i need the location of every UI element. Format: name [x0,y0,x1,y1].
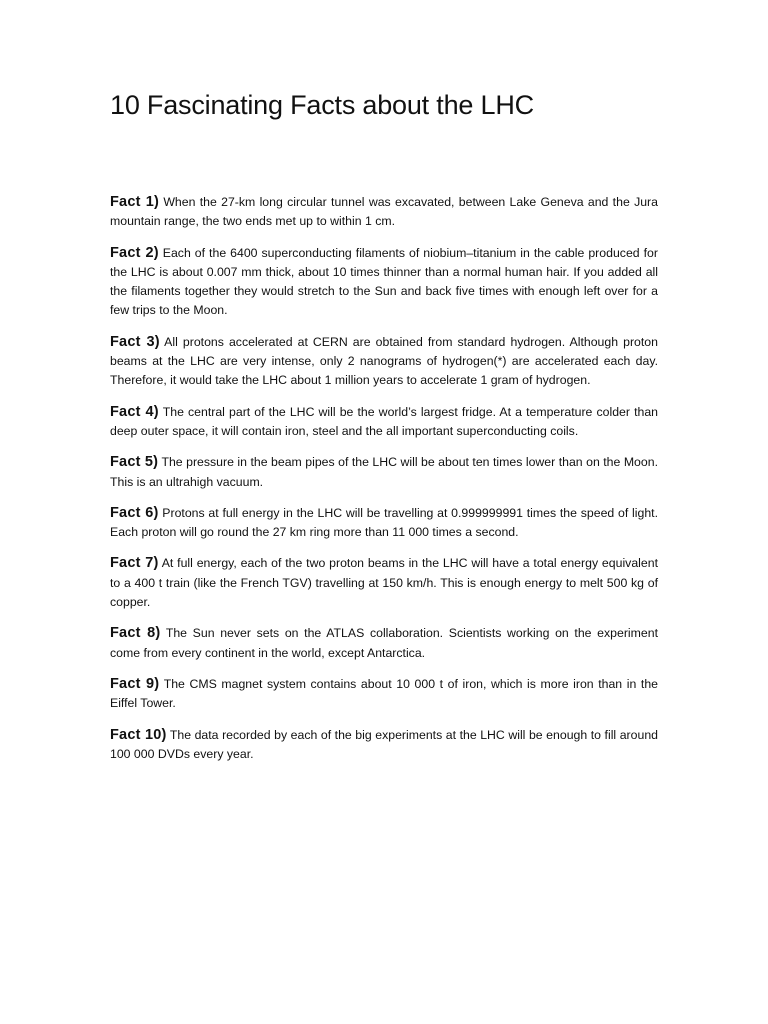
fact-item [110,726,658,765]
fact-label: Fact 2) [110,244,159,261]
fact-label: Fact 4) [110,403,159,420]
fact-label: Fact 7) [110,555,159,572]
fact-text: All protons accelerated at CERN are obtained from standard hydrogen. Although proton beams at the LHC are very intense, only 2 nanograms of hydrogen(*) are accelerated each day. Therefore, it would take the LHC about 1 million years to accelerate 1 gram of hydrogen. [110,334,658,388]
fact-item [110,403,658,442]
fact-text: The central part of the LHC will be the world’s largest fridge. At a temperature colder than deep outer space, it will contain iron, steel and the all important superconducting coils. [110,404,659,438]
fact-item [110,244,658,321]
fact-item [110,193,658,232]
fact-label: Fact 5) [110,454,159,471]
fact-label: Fact 1) [110,194,160,210]
fact-label: Fact 9) [110,675,160,692]
fact-text: At full energy, each of the two proton beams in the LHC will have a total energy equivalent to a 400 t train (like the French TGV) travelling at 150 km/h. This is enough energy to melt 500 kg of copper. [110,556,658,610]
fact-item [110,333,658,391]
fact-text: The CMS magnet system contains about 10 000 t of iron, which is more iron than in the Eiffel Tower. [110,676,658,711]
fact-text: Protons at full energy in the LHC will be travelling at 0.999999991 times the speed of light. Each proton will go round the 27 km ring more than 11 000 times a second. [110,505,659,540]
fact-text: When the 27-km long circular tunnel was excavated, between Lake Geneva and the Jura mountain range, the two ends met up to within 1 cm. [110,195,658,229]
fact-item [110,504,658,543]
fact-text: The pressure in the beam pipes of the LHC will be about ten times lower than on the Moon. This is an ultrahigh vacuum. [110,455,658,489]
fact-item [110,675,658,714]
fact-label: Fact 3) [110,333,160,350]
fact-text: Each of the 6400 superconducting filaments of niobium–titanium in the cable produced for the LHC is about 0.007 mm thick, about 10 times thinner than a normal human hair. If you added all the filaments together they would stretch to the Sun and back five times with enough left over for a few trips to the Moon. [110,245,658,318]
fact-label: Fact 10) [110,726,167,743]
fact-text: The Sun never sets on the ATLAS collaboration. Scientists working on the experiment come from every continent in the world, except Antarctica. [110,626,658,660]
fact-label: Fact 8) [110,625,161,642]
facts-list [110,193,658,776]
fact-item [110,453,658,492]
fact-text: The data recorded by each of the big experiments at the LHC will be enough to fill around 100 000 DVDs every year. [110,727,658,761]
fact-item [110,624,658,663]
document-title: 10 Fascinating Facts about the LHC [110,90,534,120]
fact-label: Fact 6) [110,504,159,521]
fact-item [110,554,658,612]
